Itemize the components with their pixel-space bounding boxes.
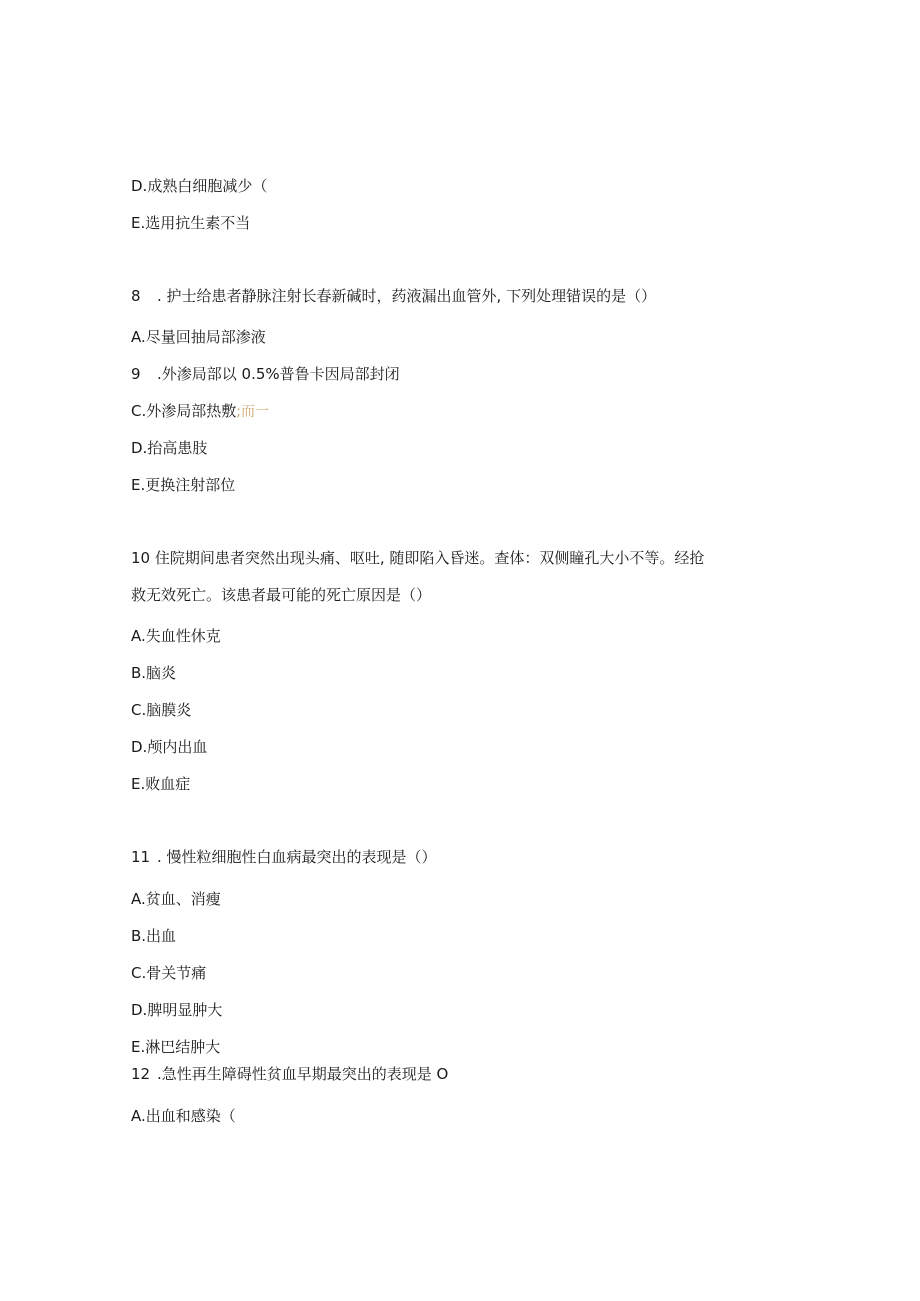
option-d-intracranial: D.颅内出血 bbox=[131, 738, 208, 756]
question-number: 12 bbox=[131, 1065, 151, 1083]
question-text: .外渗局部以 0.5%普鲁卡因局部封闭 bbox=[157, 365, 400, 383]
option-c-hot-compress bbox=[131, 401, 269, 422]
option-b-encephalitis: B.脑炎 bbox=[131, 664, 177, 682]
question-text: . 护士给患者静脉注射长春新碱时，药液漏出血管外, 下列处理错误的是（） bbox=[157, 287, 657, 305]
option-a-shock: A.失血性休克 bbox=[131, 627, 221, 645]
option-a-bleeding-infection: A.出血和感染（ bbox=[131, 1107, 236, 1125]
question-10-line2: 救无效死亡。该患者最可能的死亡原因是（） bbox=[131, 586, 432, 604]
question-number: 9 bbox=[131, 365, 141, 383]
question-text: . 慢性粒细胞性白血病最突出的表现是（） bbox=[157, 848, 437, 866]
option-d-mature-wbc: D.成熟白细胞减少（ bbox=[131, 177, 268, 195]
option-c-bone-pain: C.骨关节痛 bbox=[131, 964, 207, 982]
option-a-anemia: A.贫血、消瘦 bbox=[131, 890, 221, 908]
option-d-elevate: D.抬高患肢 bbox=[131, 439, 208, 457]
option-a-withdraw: A.尽量回抽局部渗液 bbox=[131, 328, 266, 346]
option-e-antibiotic: E.选用抗生素不当 bbox=[131, 214, 251, 232]
option-b-bleeding: B.出血 bbox=[131, 927, 177, 945]
question-9 bbox=[131, 364, 400, 384]
option-d-splenomegaly: D.脾明显肿大 bbox=[131, 1001, 223, 1019]
question-number: 11 bbox=[131, 848, 151, 866]
option-e-lymph: E.淋巴结肿大 bbox=[131, 1038, 221, 1056]
option-c-meningitis: C.脑膜炎 bbox=[131, 701, 192, 719]
option-e-change-site: E.更换注射部位 bbox=[131, 476, 236, 494]
question-10-line1: 10 住院期间患者突然出现头痛、呕吐, 随即陷入昏迷。查体：双侧瞳孔大小不等。经抢 bbox=[131, 549, 705, 567]
question-11 bbox=[131, 847, 437, 867]
question-text: .急性再生障碍性贫血早期最突出的表现是 O bbox=[157, 1065, 449, 1083]
option-e-sepsis: E.败血症 bbox=[131, 775, 191, 793]
handwritten-note: ;而一 bbox=[236, 404, 269, 420]
question-number: 8 bbox=[131, 287, 141, 305]
question-12 bbox=[131, 1064, 448, 1084]
question-8 bbox=[131, 286, 656, 306]
option-text: C.外渗局部热敷 bbox=[131, 402, 237, 420]
